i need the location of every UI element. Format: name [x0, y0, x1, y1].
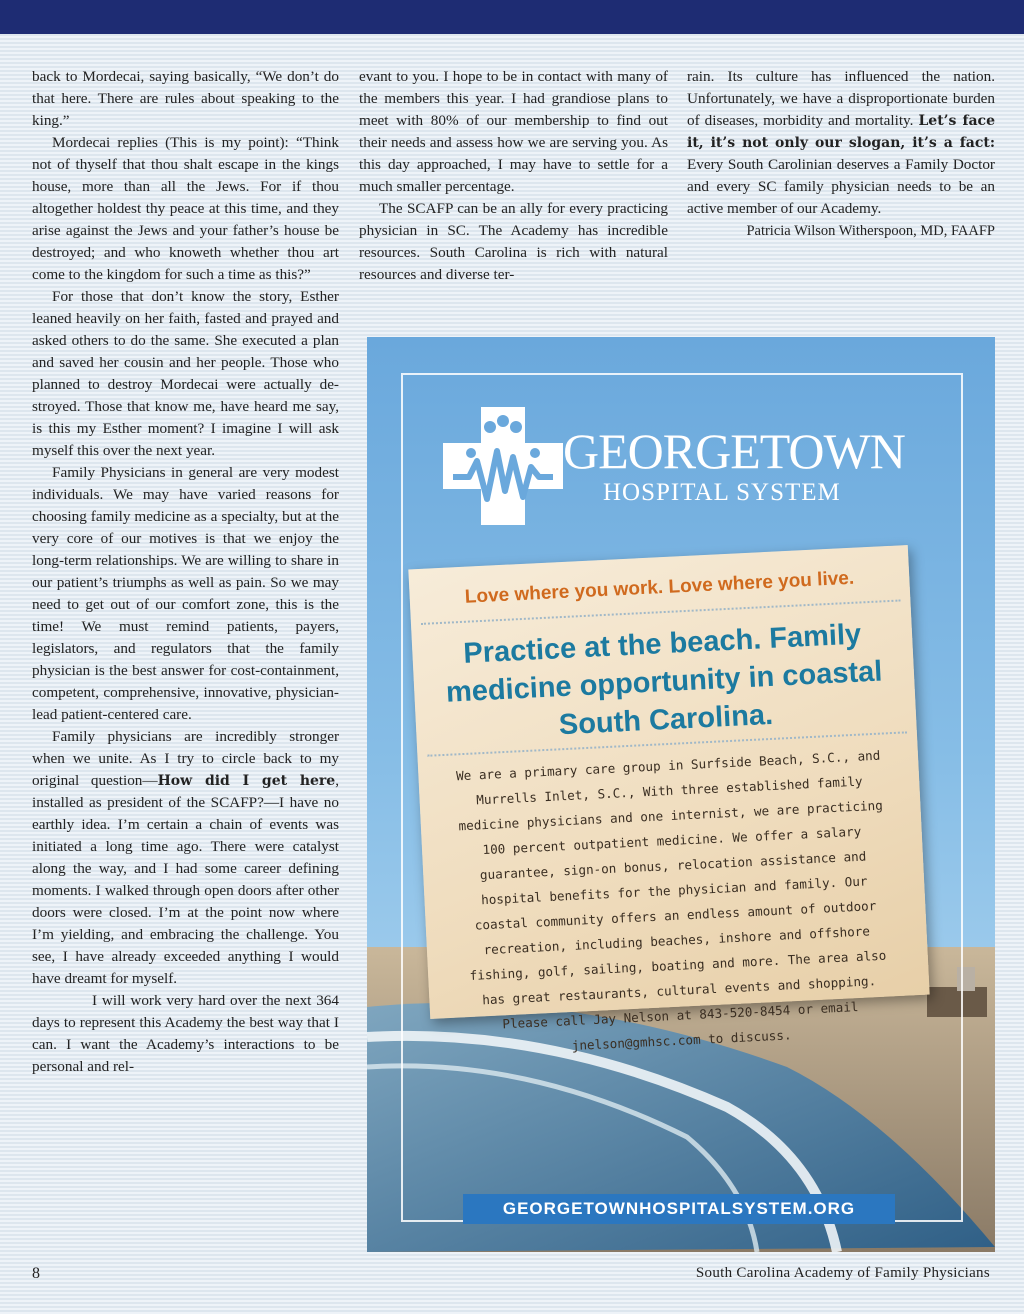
paragraph: Family Physicians in general are very modest individuals. We may have varied reasons for choosing family medicine as a specialty, but at the very core of our motives is that we enjoy the long-term relationships. We are willing to share in our patient’s triumphs as well as pain. So we may need to get out of our comfort zone, this is the time! We must remind patients, payers, legislators, and regulators that the family physician is the best answer for cost-containment, competent, comprehensive, innovative, physician-lead patient-centered care.: [32, 464, 339, 723]
paragraph-text: , installed as president of the SCAFP?—I have no earthly idea. I’m certain a chain of events was initiated a long time ago. There were catalyst along the way, and I had some career defining moments. I walked through open doors after other doors were closed. I’m at the point now where I’m yielding, and embracing the challenge. You see, I have already exceeded anything I would have dreamt for myself.: [32, 772, 339, 987]
ad-note-card: [408, 545, 929, 1054]
paragraph: evant to you. I hope to be in contact with many of the members this year. I had grandiose plans to meet with 80% of our membership to find out their needs and assess how we are serving you. As this day approached, I may have to settle for a much smaller percentage.: [359, 68, 668, 195]
ad-headline: Practice at the beach. Family medicine opportunity in coastal South Carolina.: [445, 618, 883, 742]
paragraph: For those that don’t know the story, Esther leaned heavily on her faith, fasted and prayed and asked others to do the same. She executed a plan and saved her cousin and her people. Those who planned to destroy Mordecai were actually de-stroyed. Those that know me, have heard me say, is this my Esther moment? I imagine I will ask myself this over the next year.: [32, 288, 339, 459]
logo-subtitle: HOSPITAL SYSTEM: [603, 479, 841, 506]
paragraph: back to Mordecai, saying basically, “We don’t do that here. There are rules about speaking to the king.”: [32, 68, 339, 129]
author-signature: Patricia Wilson Witherspoon, MD, FAAFP: [746, 223, 995, 239]
paragraph-text: rain. Its culture has influenced the nation. Unfortunately, we have a disproportionate burden of diseases, morbidity and mortality.: [687, 68, 995, 129]
paragraph: [687, 66, 995, 220]
ad-tagline: Love where you work. Love where you live.: [464, 567, 855, 608]
ad-body-text: We are a primary care group in Surfside Beach, S.C., and Murrells Inlet, S.C., With three established family medicine physicians and one internist, we are practicing 100 percent outpatient medicine. We offer a salary guarantee, sign-on bonus, relocation assistance and hospital benefits for the physician and family. Our coastal community offers an endless amount of outdoor recreation, including beaches, inshore and offshore fishing, golf, sailing, boating and more. The area also has great restaurants, cultural events and shopping. Please call Jay Nelson at 843-520-8454 or email jnelson@gmhsc.com to discuss.: [455, 747, 887, 1054]
bold-slogan: Let’s face it, it’s not only our slogan, it’s a fact:: [687, 113, 995, 151]
paragraph: The SCAFP can be an ally for every practicing physician in SC. The Academy has incredible resources. South Carolina is rich with natural resources and diverse ter-: [359, 200, 668, 283]
bold-question: How did I get here: [157, 773, 336, 789]
article-column-2: [359, 66, 668, 286]
hospital-cross-people-icon: [443, 407, 563, 525]
publication-title: South Carolina Academy of Family Physicians: [695, 1265, 990, 1281]
georgetown-hospital-ad: [367, 337, 995, 1252]
paragraph: [32, 726, 339, 990]
paragraph: I will work very hard over the next 364 days to represent this Academy the best way that I can. I want the Academy’s interactions to be personal and rel-: [32, 992, 339, 1075]
paragraph: Mordecai replies (This is my point): “Think not of thyself that thou shalt escape in the kings house, more than all the Jews. For if thou altogether holdest thy peace at this time, and they arise against the Jews and your father’s house be destroyed; and who knoweth whether thou art come to the kingdom for such a time as this?”: [32, 134, 339, 283]
georgetown-logo: [443, 407, 913, 527]
logo-name: GEORGETOWN: [563, 423, 905, 479]
article-column-3: [687, 66, 995, 242]
ad-website-link[interactable]: GEORGETOWNHOSPITALSYSTEM.ORG: [463, 1194, 895, 1224]
paragraph-text: Family physicians are incredibly stronger when we unite. As I try to circle back to my original question—: [32, 728, 339, 789]
paragraph-text: Every South Carolinian deserves a Family Doctor and every SC family physician needs to be an active member of our Academy.: [687, 156, 995, 217]
page-number: 8: [32, 1265, 40, 1282]
top-bar: [0, 0, 1024, 34]
article-column-1: [32, 66, 339, 1078]
